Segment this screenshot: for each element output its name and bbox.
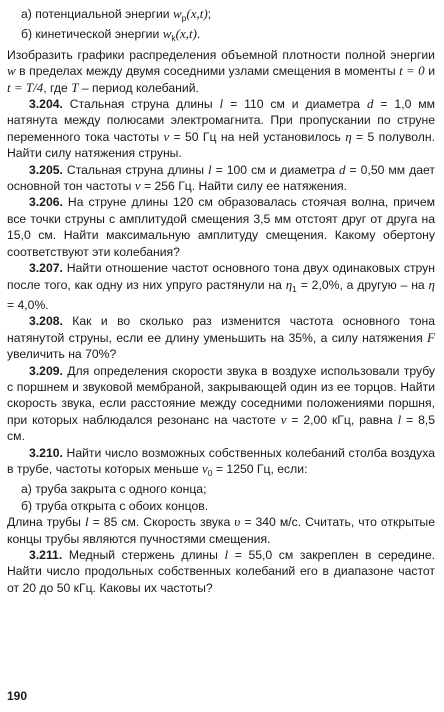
page-number: 190 bbox=[7, 689, 28, 703]
problem-3-204: 3.204. Стальная струна длины l = 110 см и диаметра d = 1,0 мм натянута между полюсами электромагнита. При пропускании по струне переменного тока частоты ν = 50 Гц на ней установилось η = 5 полуволн. Найти силу натяжения струны. bbox=[7, 96, 436, 161]
paragraph: Изобразить графики распределения объемной плотности полной энергии w в пределах между двумя соседними узлами смещения в моменты t = 0 и t = T/4, где T – период колебаний. bbox=[7, 47, 435, 95]
list-item: б) кинетической энергии $w_k(x,t)$. bbox=[21, 26, 201, 44]
text-body bbox=[7, 6, 435, 596]
paragraph: Длина трубы l = 85 см. Скорость звука υ = 340 м/с. Считать, что открытые концы трубы являются пучностями смещения. bbox=[7, 514, 435, 546]
problem-3-211: 3.211. Медный стержень длины l = 55,0 см закреплен в середине. Найти число продольных собственных колебаний его в диапазоне частот от 20 до 50 кГц. Каковы их частоты? bbox=[7, 547, 435, 595]
problem-3-210: 3.210. Найти число возможных собственных колебаний столба воздуха в трубе, частоты которых меньше $\nu_0 = 1250$ Гц, если: bbox=[7, 445, 435, 478]
list-item: б) труба открыта с обоих концов. bbox=[21, 498, 209, 513]
list-item: а) труба закрыта с одного конца; bbox=[21, 482, 207, 497]
problem-3-207: 3.207. Найти отношение частот основного тона двух одинаковых струн после того, как одну из них упруго растянули на $\eta_1 = 2,0\%$, а другую – на η = 4,0%. bbox=[7, 261, 436, 312]
problem-3-205: 3.205. Стальная струна длины l = 100 см и диаметра d = 0,50 мм дает основной тон частоты ν = 256 Гц. Найти силу ее натяжения. bbox=[7, 161, 436, 194]
list-item: а) потенциальной энергии $w_p(x,t)$; bbox=[21, 6, 212, 23]
problem-3-209: 3.209. Для определения скорости звука в воздухе использовали трубу с поршнем и звуковой мембраной, закрывающей один из ее торцов. Найти скорость звука, если расстояние между соседними положениями поршня, при которых наблюдался резонанс на частоте ν = 2,00 кГц, равна l = 8,5 см. bbox=[7, 363, 436, 444]
problem-3-208: 3.208. Как и во сколько раз изменится частота основного тона натянутой струны, если ее длину уменьшить на 35%, а силу натяжения F увеличить на 70%? bbox=[7, 314, 435, 362]
problem-3-206: 3.206. На струне длины 120 см образовалась стоячая волна, причем все точки струны с амплитудой смещения 3,5 мм отстоят друг от друга на 15,0 см. Найти максимальную амплитуду смещения. Какому обертону соответствуют эти колебания? bbox=[7, 195, 435, 259]
